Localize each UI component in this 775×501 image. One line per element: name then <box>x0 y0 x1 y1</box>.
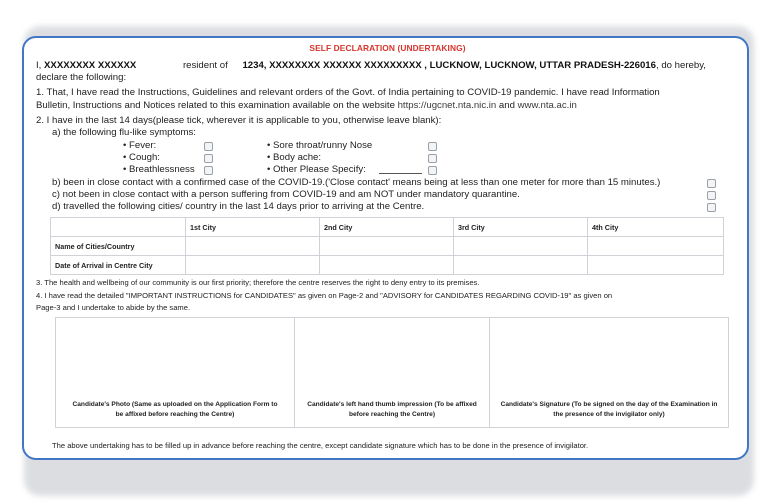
point-2a-label: a) the following flu-like symptoms: <box>52 127 196 138</box>
quarantine-checkbox[interactable] <box>707 191 716 200</box>
signature-row <box>56 318 729 428</box>
table-header-cell: 1st City <box>186 218 320 237</box>
signature-box[interactable] <box>490 318 729 428</box>
symptom-body-ache: • Body ache: <box>267 152 322 163</box>
resident-of-label: resident of <box>182 60 228 71</box>
breathlessness-checkbox[interactable] <box>204 166 213 175</box>
footer-note: The above undertaking has to be filled up in advance before reaching the centre, except candidate signature which has to be done in the presence of invigilator. <box>52 441 589 450</box>
intro-line-2: declare the following: <box>36 72 127 83</box>
thumb-caption-1: Candidate's left hand thumb impression (To be affixed <box>307 400 477 408</box>
point-1-line-1: 1. That, I have read the Instructions, Guidelines and relevant orders of the Govt. of India pertaining to COVID-19 pandemic. I have read Information <box>36 87 660 98</box>
point-2d: d) travelled the following cities/ country in the last 14 days prior to arriving at the Centre. <box>52 201 425 212</box>
point-3: 3. The health and wellbeing of our community is our first priority; therefore the centre reserves the right to deny entry to its premises. <box>36 278 480 287</box>
photo-caption-1: Candidate's Photo (Same as uploaded on the Application Form to <box>72 400 278 408</box>
city-3-name-cell[interactable] <box>454 237 588 256</box>
city-3-date-cell[interactable] <box>454 256 588 275</box>
contact-checkbox[interactable] <box>707 179 716 188</box>
city-1-date-cell[interactable] <box>186 256 320 275</box>
candidate-address: 1234, XXXXXXXX XXXXXX XXXXXXXXX , LUCKNOW, LUCKNOW, UTTAR PRADESH-226016 <box>242 60 656 71</box>
point-4-line-2: Page-3 and I undertake to abide by the same. <box>36 303 191 312</box>
cough-checkbox[interactable] <box>204 154 213 163</box>
photo-box[interactable] <box>56 318 295 428</box>
table-header-cell <box>51 218 186 237</box>
symptom-cough-label: Cough: <box>129 152 160 163</box>
intro-prefix: I, <box>36 60 42 71</box>
travel-checkbox[interactable] <box>707 203 716 212</box>
other-specify-field[interactable] <box>379 173 422 174</box>
thumb-impression-box[interactable] <box>295 318 490 428</box>
table-row-label: Date of Arrival in Centre City <box>51 256 186 275</box>
city-2-name-cell[interactable] <box>320 237 454 256</box>
fever-checkbox[interactable] <box>204 142 213 151</box>
city-2-date-cell[interactable] <box>320 256 454 275</box>
point-4-line-1: 4. I have read the detailed "IMPORTANT INSTRUCTIONS for CANDIDATES" as given on Page-2 and "ADVISORY for CANDIDATES REGARDING COVID-19" as given on <box>36 291 613 300</box>
table-row <box>51 256 724 275</box>
nta-link[interactable]: www.nta.ac.in <box>517 100 577 111</box>
point-2c: c) not been in close contact with a person suffering from COVID-19 and am NOT under mandatory quarantine. <box>52 189 520 200</box>
symptom-other: • Other Please Specify: <box>267 164 366 175</box>
city-4-name-cell[interactable] <box>588 237 724 256</box>
table-header-row <box>51 218 724 237</box>
point-1-line-2 <box>36 100 577 111</box>
symptom-other-label: Other Please Specify: <box>273 164 366 175</box>
table-header-cell: 2nd City <box>320 218 454 237</box>
table-header-cell: 4th City <box>588 218 724 237</box>
city-1-name-cell[interactable] <box>186 237 320 256</box>
sore-throat-checkbox[interactable] <box>428 142 437 151</box>
signature-caption-2: the presence of the invigilator only) <box>553 410 665 418</box>
symptom-breathlessness: • Breathlessness <box>123 164 195 175</box>
table-header-cell: 3rd City <box>454 218 588 237</box>
and-text: and <box>498 100 515 111</box>
point-2-line: 2. I have in the last 14 days(please tick, wherever it is applicable to you, otherwise leave blank): <box>36 115 442 126</box>
symptom-fever-label: Fever: <box>129 140 157 151</box>
intro-suffix: , do hereby, <box>655 60 706 71</box>
symptom-sore-throat: • Sore throat/runny Nose <box>267 140 373 151</box>
travel-table <box>50 217 724 275</box>
symptom-sore-throat-label: Sore throat/runny Nose <box>273 140 373 151</box>
signature-table <box>55 317 729 428</box>
body-ache-checkbox[interactable] <box>428 154 437 163</box>
city-4-date-cell[interactable] <box>588 256 724 275</box>
table-row-label: Name of Cities/Country <box>51 237 186 256</box>
symptom-breathlessness-label: Breathlessness <box>129 164 195 175</box>
table-row <box>51 237 724 256</box>
intro-line <box>36 60 706 71</box>
symptom-body-ache-label: Body ache: <box>273 152 322 163</box>
thumb-caption-2: before reaching the Centre) <box>348 410 436 418</box>
photo-caption-2: be affixed before reaching the Centre) <box>115 410 235 418</box>
symptom-cough: • Cough: <box>123 152 160 163</box>
other-checkbox[interactable] <box>428 166 437 175</box>
candidate-name: XXXXXXXX XXXXXX <box>44 60 137 71</box>
symptom-fever: • Fever: <box>123 140 157 151</box>
point-2b: b) been in close contact with a confirmed case of the COVID-19.('Close contact' means being at less than one meter for more than 15 minutes.) <box>52 177 661 188</box>
ugcnet-link[interactable]: https://ugcnet.nta.nic.in <box>397 100 497 111</box>
page-title: SELF DECLARATION (UNDERTAKING) <box>309 43 466 53</box>
point-1-text: Bulletin, Instructions and Notices related to this examination available on the website <box>36 100 395 111</box>
signature-caption-1: Candidate's Signature (To be signed on the day of the Examination in <box>500 400 718 408</box>
